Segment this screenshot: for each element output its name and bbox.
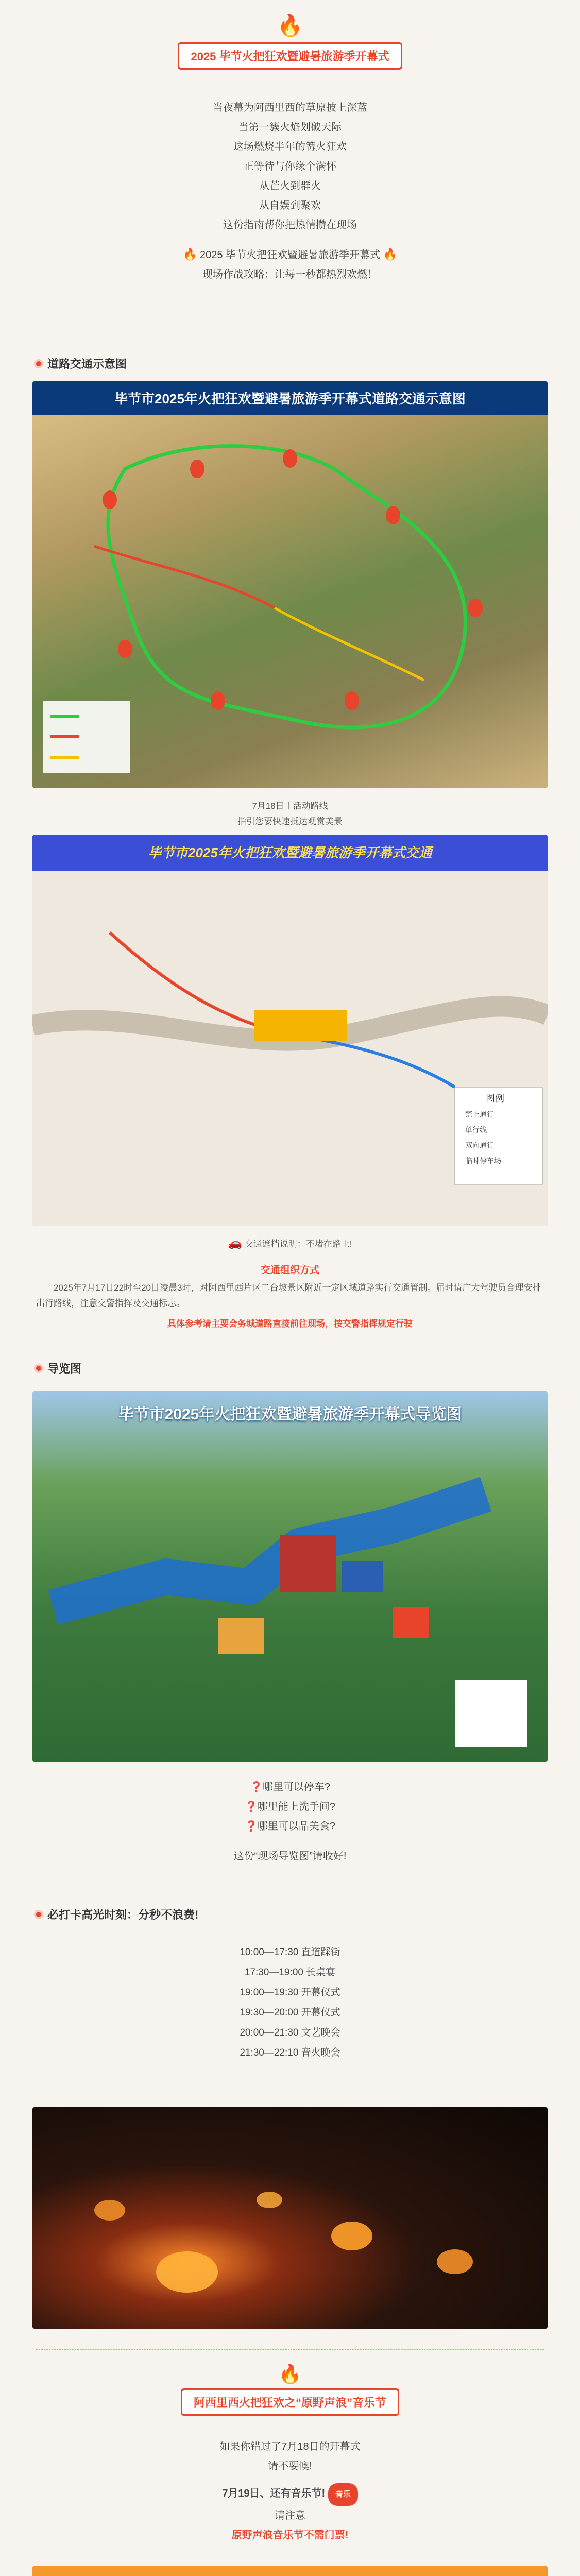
schedule-list: [0, 1942, 580, 2063]
intro-line: 从自娱到聚欢: [259, 200, 321, 211]
question-item: ❓哪里可以品美食?: [244, 1821, 336, 1832]
guide-map-title: 毕节市2025年火把狂欢暨避暑旅游季开幕式导览图: [118, 1406, 462, 1423]
intro-poem: [0, 98, 580, 284]
schedule-item: 20:00—21:30 文艺晚会: [240, 2027, 340, 2038]
section-title: 必打卡高光时刻：分秒不浪费!: [47, 1908, 199, 1921]
map2-header: [32, 835, 548, 871]
intro-line: 正等待与你缘个满怀: [244, 161, 336, 172]
bonfire-overlay: [32, 2107, 548, 2329]
flame-icon: 🔥: [277, 14, 303, 37]
flame-icon: 🔥: [383, 248, 397, 261]
festival-line-free: 原野声浪音乐节不需门票!: [231, 2530, 349, 2541]
traffic-paragraph: 2025年7月17日22时至20日凌晨3时，对阿西里西片区二台坡景区附近一定区域道路实行交通管制。届时请广大驾驶员合理安排出行路线，注意交警指挥及交通标志。: [36, 1283, 541, 1308]
festival-header: [0, 2365, 580, 2416]
festival-intro: [0, 2437, 580, 2545]
guide-answer: 这份“现场导览图”请收好!: [233, 1851, 347, 1862]
bonfire-photo: [32, 2107, 548, 2329]
guide-overlay: [32, 1391, 548, 1762]
section-traffic-heading: [0, 355, 580, 371]
flame-icon: 🔥: [183, 248, 197, 261]
section-marker-icon: [36, 1366, 41, 1371]
section-marker-icon: [36, 1912, 41, 1917]
map2-title: 毕节市2025年火把狂欢暨避暑旅游季开幕式交通: [148, 845, 432, 860]
schedule-item: 10:00—17:30 直道踩街: [240, 1947, 340, 1958]
caption-line: 交通遮挡说明：不堵在路上!: [244, 1239, 352, 1249]
flame-icon: 🔥: [278, 2363, 302, 2384]
traffic-text-block: [0, 1262, 580, 1329]
intro-highlight: 2025 毕节火把狂欢暨避暑旅游季开幕式: [199, 249, 381, 261]
intro-highlight-row: [0, 245, 580, 265]
svg-text:禁止通行: 禁止通行: [465, 1110, 494, 1118]
traffic-subtitle: 交通组织方式: [260, 1265, 319, 1276]
divider: [0, 2349, 580, 2350]
traffic-red-note: 具体参考请主要会务城道路直接前往现场，按交警指挥规定行驶: [167, 1319, 413, 1329]
festival-line: 如果你错过了7月18日的开幕式: [219, 2441, 361, 2452]
intro-line: 从芒火到群火: [259, 180, 321, 192]
page-title: 2025 毕节火把狂欢暨避暑旅游季开幕式: [178, 42, 402, 70]
intro-line: 当第一簇火焰划破天际: [238, 122, 342, 133]
traffic-map-image: [32, 381, 548, 788]
schedule-item: 19:30—20:00 开幕仪式: [240, 2007, 340, 2018]
question-item: ❓哪里能上洗手间?: [244, 1801, 336, 1812]
schedule-item: 17:30—19:00 长桌宴: [244, 1967, 336, 1978]
section-guide-heading: [0, 1360, 580, 1376]
festival-line: 请不要懊!: [268, 2461, 312, 2472]
car-icon: 🚗: [228, 1236, 242, 1249]
map1-caption: [0, 799, 580, 829]
guide-questions: [0, 1777, 580, 1866]
section-marker-icon: [36, 361, 41, 366]
header: [0, 15, 580, 70]
route-overlay: [32, 412, 548, 788]
map2-overlay: [32, 871, 548, 1226]
festival-line-date: [0, 2483, 580, 2506]
intro-line: 这份指南帮你把热情攒在现场: [223, 219, 357, 231]
svg-text:图例: 图例: [486, 1093, 504, 1104]
svg-text:单行线: 单行线: [465, 1126, 487, 1134]
intro-line: 当夜幕为阿西里西的草原披上深蓝: [213, 102, 367, 113]
question-item: ❓哪里可以停车?: [249, 1782, 331, 1793]
festival-line: 7月19日、还有音乐节!: [222, 2488, 326, 2499]
caption-line: 指引您要快速抵达观赏美景: [237, 817, 343, 826]
map-title: 毕节市2025年火把狂欢暨避暑旅游季开幕式道路交通示意图: [32, 381, 548, 415]
section-schedule-heading: [0, 1906, 580, 1922]
guide-map-image: [32, 1391, 548, 1762]
festival-title: 阿西里西火把狂欢之“原野声浪”音乐节: [181, 2388, 399, 2416]
svg-text:临时停车场: 临时停车场: [465, 1157, 501, 1165]
intro-line: 这场燃烧半年的篝火狂欢: [233, 141, 347, 152]
map2-caption: [0, 1236, 580, 1252]
festival-poster: [32, 2566, 548, 2576]
traffic-map-2-image: [32, 835, 548, 1226]
section-title: 道路交通示意图: [47, 358, 127, 370]
schedule-item: 21:30—22:10 音火晚会: [240, 2047, 340, 2058]
music-badge: 音乐: [328, 2483, 358, 2506]
caption-line: 7月18日丨活动路线: [252, 801, 328, 811]
section-title: 导览图: [47, 1362, 82, 1375]
svg-text:双向通行: 双向通行: [465, 1141, 494, 1149]
schedule-item: 19:00—19:30 开幕仪式: [240, 1987, 340, 1998]
intro-tail: 现场作战攻略：让每一秒都热烈欢燃！: [202, 269, 378, 280]
festival-line: 请注意: [275, 2510, 305, 2521]
